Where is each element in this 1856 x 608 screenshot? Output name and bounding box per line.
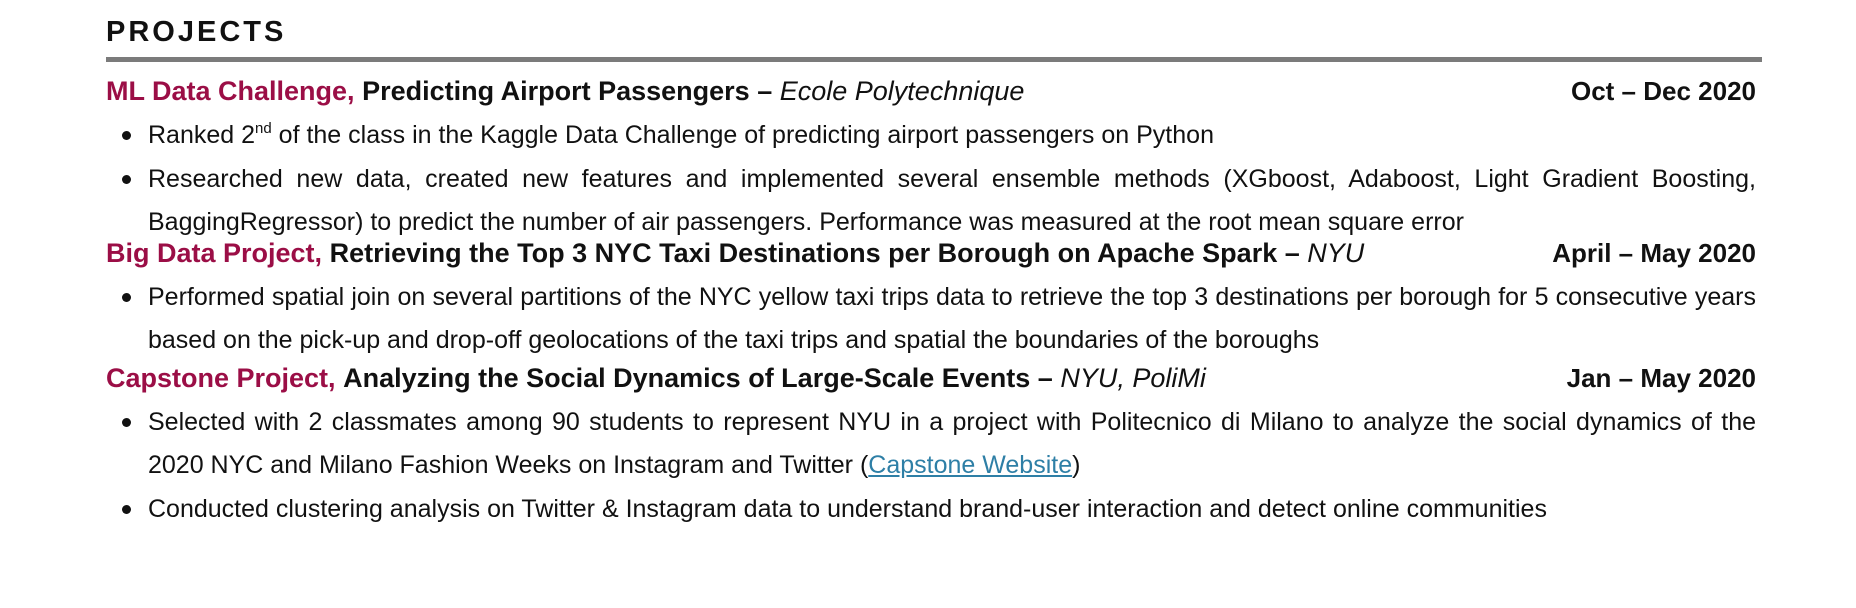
bullet-item (106, 488, 1756, 531)
project-header (106, 356, 1756, 400)
bullet-text: Conducted clustering analysis on Twitter & Instagram data to understand brand-user interaction and detect online communities (148, 495, 1547, 523)
bullet-item (106, 114, 1756, 157)
bullet-text: Ranked 2 (148, 121, 256, 149)
project-name: Big Data Project, (106, 238, 323, 268)
section-title: PROJECTS (106, 16, 287, 48)
project-title: Predicting Airport Passengers – (362, 76, 773, 106)
bullet-item (106, 401, 1756, 487)
project-date: April – May 2020 (1552, 238, 1756, 268)
project-date: Oct – Dec 2020 (1570, 76, 1756, 106)
project-bullets (106, 401, 1756, 531)
project-title: Analyzing the Social Dynamics of Large-Scale Events – (343, 363, 1053, 393)
project-ml-data-challenge (106, 69, 1756, 244)
bullet-text: Researched new data, created new features and implemented several ensemble methods (XGboost, Adaboost, Light Gradient Boosting, BaggingRegressor) to predict the number of air passengers. Performance was measured at the root mean square error (148, 165, 1756, 236)
project-bullets (106, 114, 1756, 244)
project-name: Capstone Project, (106, 363, 336, 393)
project-capstone (106, 356, 1756, 531)
bullet-text: Selected with 2 classmates among 90 students to represent NYU in a project with Politecnico di Milano to analyze the social dynamics of the 2020 NYC and Milano Fashion Weeks on Instagram and Twitter ( (148, 408, 1756, 479)
project-header (106, 231, 1756, 275)
bullet-text: ) (1072, 451, 1081, 479)
bullet-item (106, 276, 1756, 362)
project-date: Jan – May 2020 (1566, 363, 1756, 393)
bullet-text: Performed spatial join on several partitions of the NYC yellow taxi trips data to retrieve the top 3 destinations per borough for 5 consecutive years based on the pick-up and drop-off geolocations of the taxi trips and spatial the boundaries of the boroughs (148, 283, 1756, 354)
project-organization: NYU, PoliMi (1060, 363, 1206, 393)
project-big-data (106, 231, 1756, 362)
project-name: ML Data Challenge, (106, 76, 355, 106)
project-title: Retrieving the Top 3 NYC Taxi Destinations per Borough on Apache Spark – (329, 238, 1300, 268)
ordinal-superscript: nd (255, 120, 272, 137)
project-organization: NYU (1307, 238, 1365, 268)
project-header (106, 69, 1756, 113)
section-divider (106, 57, 1762, 62)
bullet-text: of the class in the Kaggle Data Challenge of predicting airport passengers on Python (271, 121, 1214, 149)
project-bullets (106, 276, 1756, 362)
capstone-website-link[interactable]: Capstone Website (868, 451, 1073, 479)
project-organization: Ecole Polytechnique (779, 76, 1025, 106)
